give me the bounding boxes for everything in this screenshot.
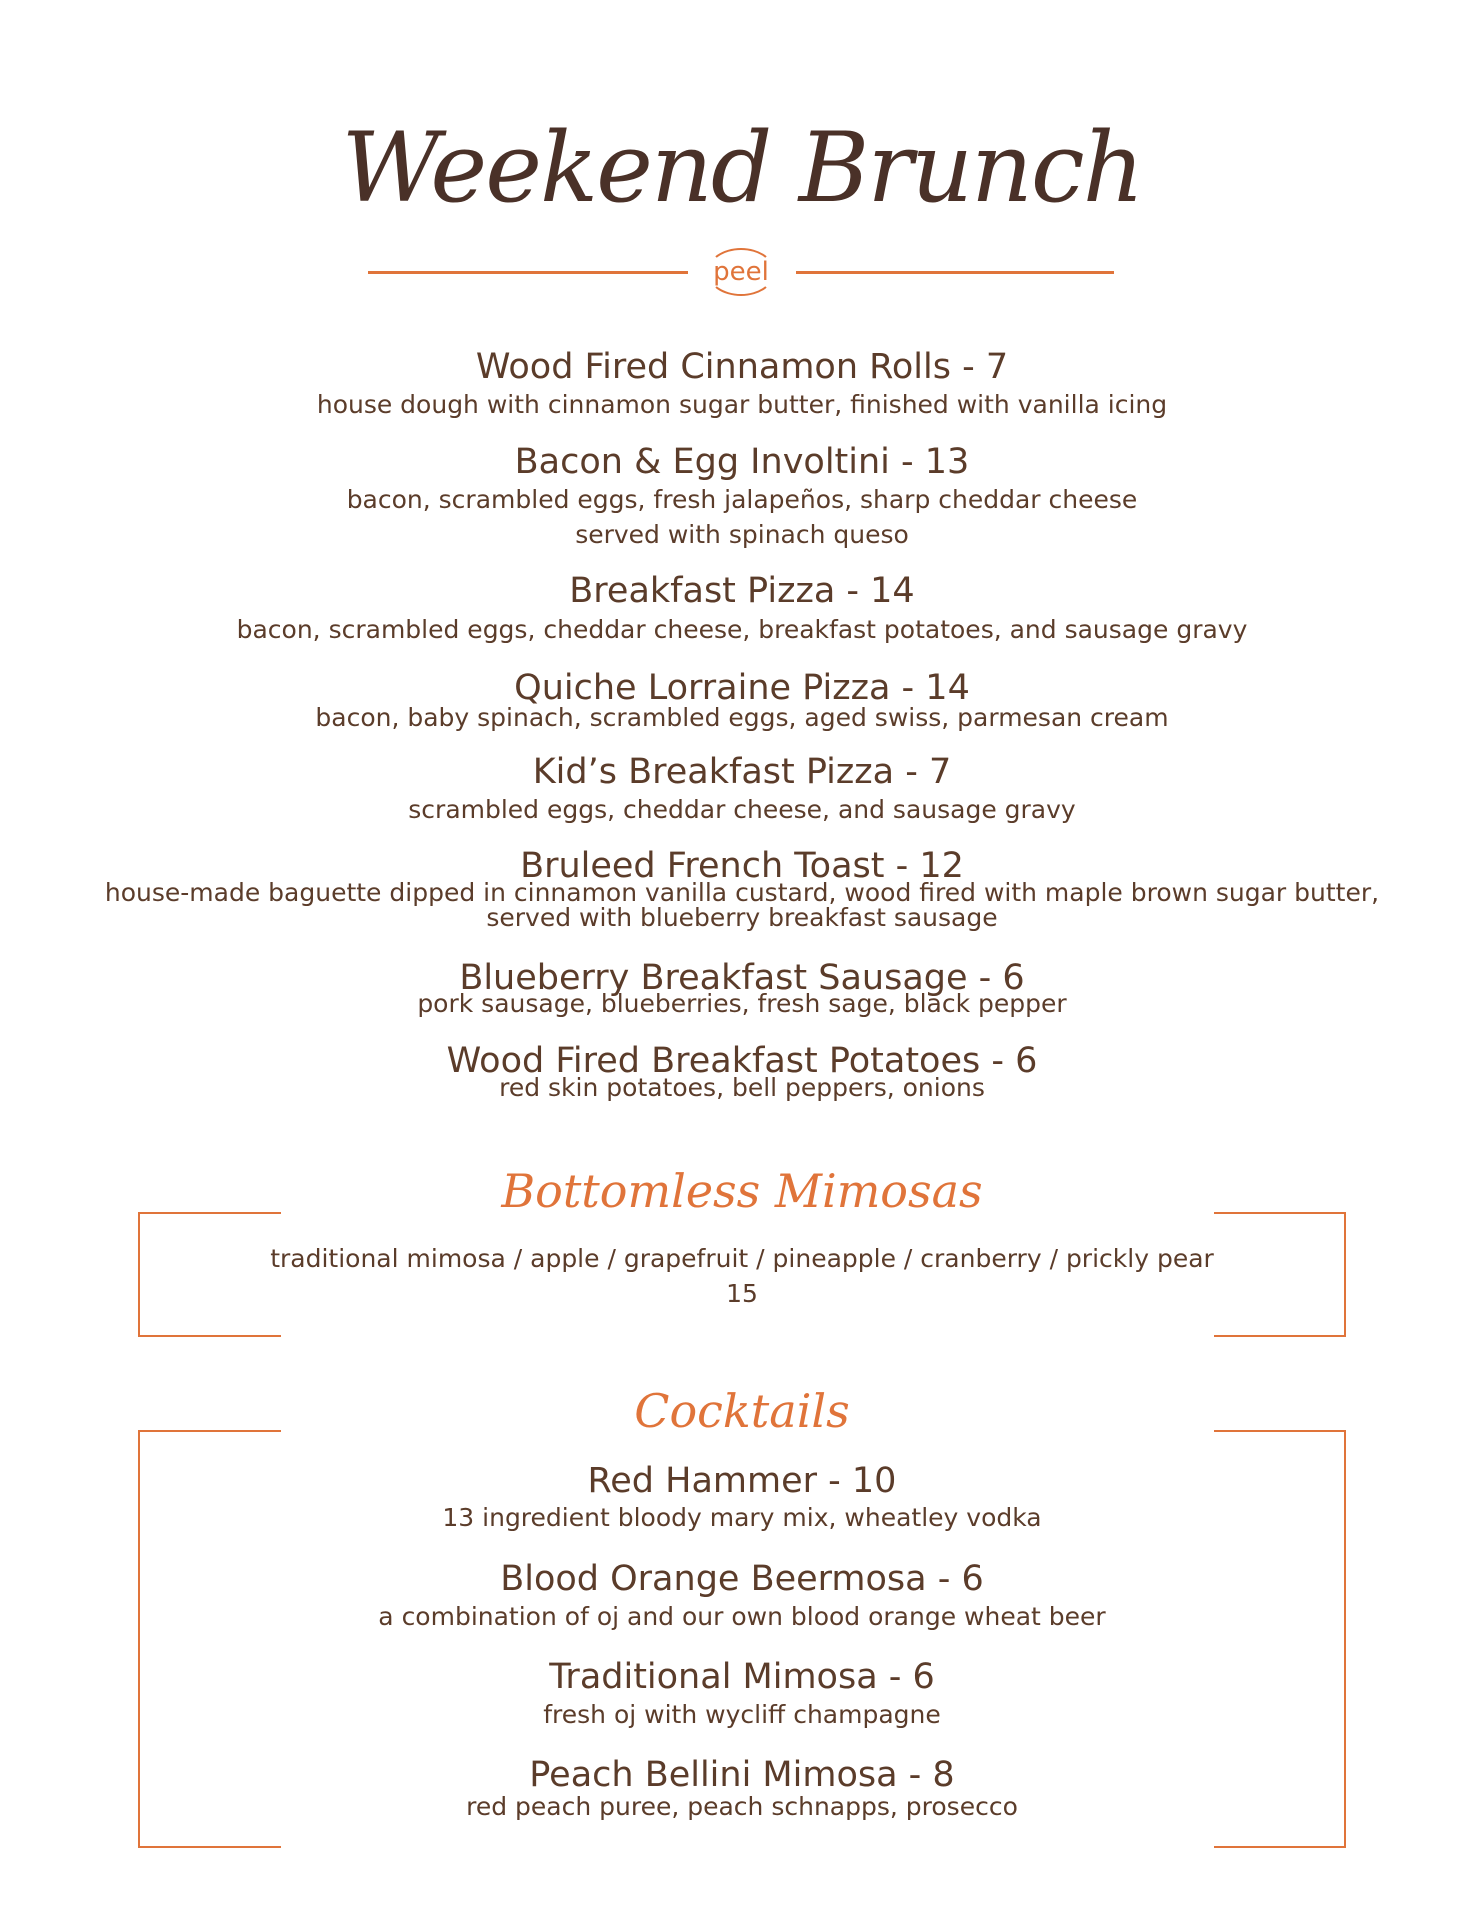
menu-item-name: Blueberry Breakfast Sausage - 6 xyxy=(459,958,1025,998)
menu-item-desc: bacon, scrambled eggs, cheddar cheese, breakfast potatoes, and sausage gravy xyxy=(236,615,1248,644)
peel-logo xyxy=(707,248,775,296)
menu-item-desc: house-made baguette dipped in cinnamon vanilla custard, wood fired with maple brown sugar butter, xyxy=(104,878,1380,907)
divider-left xyxy=(368,271,688,274)
cocktail-desc: fresh oj with wycliff champagne xyxy=(543,1700,941,1729)
menu-item-desc: bacon, scrambled eggs, fresh jalapeños, sharp cheddar cheese xyxy=(346,485,1138,514)
cocktail-desc: a combination of oj and our own blood orange wheat beer xyxy=(378,1602,1106,1631)
mimosa-price: 15 xyxy=(726,1279,758,1308)
cocktails-heading: Cocktails xyxy=(634,1384,850,1438)
menu-item-desc: served with blueberry breakfast sausage xyxy=(486,903,998,932)
menu-item-name: Wood Fired Cinnamon Rolls - 7 xyxy=(475,347,1009,387)
logo-text: peel xyxy=(713,257,769,287)
cocktail-name: Blood Orange Beermosa - 6 xyxy=(500,1559,984,1599)
cocktail-name: Peach Bellini Mimosa - 8 xyxy=(529,1755,955,1795)
menu-item-name: Bacon & Egg Involtini - 13 xyxy=(514,442,970,482)
menu-item-name: Wood Fired Breakfast Potatoes - 6 xyxy=(446,1041,1038,1081)
mimosas-heading: Bottomless Mimosas xyxy=(501,1164,983,1218)
menu-item-desc: served with spinach queso xyxy=(575,520,909,549)
cocktail-desc: red peach puree, peach schnapps, prosecco xyxy=(466,1792,1018,1821)
page-title: Weekend Brunch xyxy=(341,112,1143,224)
divider-right xyxy=(796,271,1114,274)
mimosa-flavors: traditional mimosa / apple / grapefruit / pineapple / cranberry / prickly pear xyxy=(270,1244,1214,1273)
menu-item-name: Breakfast Pizza - 14 xyxy=(569,571,915,611)
cocktail-desc: 13 ingredient bloody mary mix, wheatley vodka xyxy=(442,1503,1042,1532)
menu-item-name: Kid’s Breakfast Pizza - 7 xyxy=(532,752,952,792)
menu-item-name: Quiche Lorraine Pizza - 14 xyxy=(514,668,970,708)
menu-item-desc: bacon, baby spinach, scrambled eggs, aged swiss, parmesan cream xyxy=(315,703,1169,732)
logo-ring-icon xyxy=(707,248,775,296)
cocktail-name: Red Hammer - 10 xyxy=(587,1461,897,1501)
menu-item-desc: pork sausage, blueberries, fresh sage, black pepper xyxy=(417,989,1067,1018)
menu-item-name: Bruleed French Toast - 12 xyxy=(520,846,964,886)
cocktail-name: Traditional Mimosa - 6 xyxy=(549,1657,935,1697)
menu-item-desc: red skin potatoes, bell peppers, onions xyxy=(499,1073,985,1102)
menu-item-desc: scrambled eggs, cheddar cheese, and sausage gravy xyxy=(408,795,1076,824)
menu-item-desc: house dough with cinnamon sugar butter, finished with vanilla icing xyxy=(316,390,1168,419)
